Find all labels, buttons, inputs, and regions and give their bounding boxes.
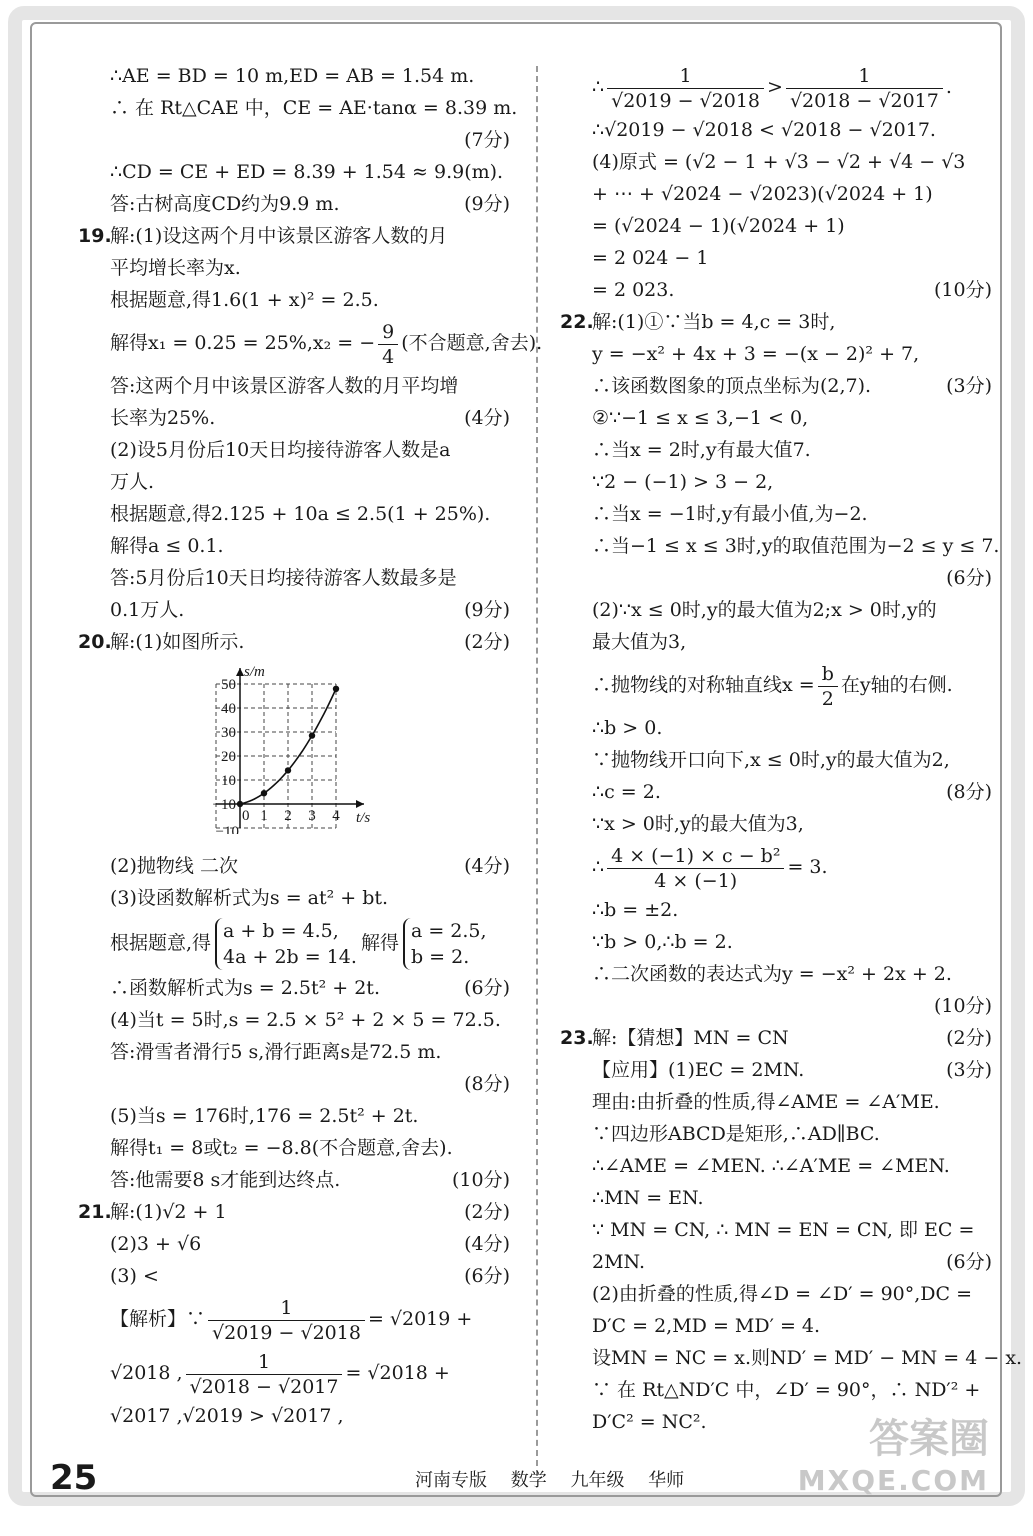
x-axis-arrow: [356, 800, 364, 808]
text-line: ∴MN = EN.: [592, 1187, 704, 1209]
score: (10分): [933, 279, 992, 301]
score: (2分): [464, 1201, 510, 1223]
math-line: 【解析】∵ $\frac{1}{√2019 - √2018}$ = √2019 +: [110, 1296, 473, 1344]
text-line: 解:(1)√2 + 1: [110, 1201, 227, 1223]
text-line: 解:(1)①∵当b = 4,c = 3时,: [592, 311, 836, 333]
text-line: y = −x² + 4x + 3 = −(x − 2)² + 7,: [592, 343, 920, 365]
text-line: ∴∠AME = ∠MEN. ∴∠A′ME = ∠MEN.: [592, 1155, 950, 1177]
text-line: 长率为25%.: [110, 407, 216, 429]
origin-label: 0: [242, 808, 250, 824]
text-line: 答:滑雪者滑行5 s,滑行距离s是72.5 m.: [110, 1041, 442, 1063]
text-line: (2)抛物线 二次: [110, 855, 238, 877]
y-tick-label: 10: [221, 773, 236, 789]
score: (10分): [933, 995, 992, 1017]
text-line: ∴函数解析式为s = 2.5t² + 2t.: [110, 977, 380, 999]
score: (8分): [946, 781, 992, 803]
text-line: ∴c = 2.: [592, 781, 661, 803]
data-point: [333, 686, 339, 692]
text-line: 根据题意,得2.125 + 10a ≤ 2.5(1 + 25%).: [110, 503, 491, 525]
text-line: ∴ 在 Rt△CAE 中，CE = AE·tanα = 8.39 m.: [110, 97, 518, 119]
text-line: ∴该函数图象的顶点坐标为(2,7).: [592, 375, 872, 397]
equation-system: a + b = 4.5, 4a + 2b = 14.: [215, 918, 357, 970]
text-line: (2)3 + √6: [110, 1233, 202, 1255]
text-line: 答:他需要8 s才能到达终点.: [110, 1169, 341, 1191]
score: (2分): [464, 631, 510, 653]
fraction: $\frac{1}{√2018 - √2017}$: [186, 1350, 343, 1399]
question-number: 21.: [78, 1201, 112, 1223]
y-tick-label: 50: [221, 677, 236, 693]
fraction: $\frac{\text{4 × (−1) × c − b²}}{4 \times (-1)}$: [607, 844, 784, 893]
text-line: (2)设5月份后10天日均接待游客人数是a: [110, 439, 451, 461]
fraction: $\frac{1}{√2018 - √2017}$: [786, 64, 943, 113]
score: (7分): [464, 129, 510, 151]
score: (6分): [464, 1265, 510, 1287]
y-axis-label: s/m: [244, 664, 265, 680]
x-tick-label: 2: [284, 808, 292, 824]
y-tick-label: 20: [221, 749, 236, 765]
text-line: 答:这两个月中该景区游客人数的月平均增: [110, 375, 459, 397]
text-line: ∵四边形ABCD是矩形,∴AD∥BC.: [592, 1123, 880, 1145]
x-axis-label: t/s: [356, 810, 371, 826]
text-line: ∴CD = CE + ED = 8.39 + 1.54 ≈ 9.9(m).: [110, 161, 504, 183]
math-line: 解得x₁ = 0.25 = 25%,x₂ = − $\frac{9}{4}$ (不合题意,舍去).: [110, 320, 543, 368]
question-number: 20.: [78, 631, 112, 653]
text-line: ∵2 − (−1) > 3 − 2,: [592, 471, 774, 493]
data-point: [285, 767, 291, 773]
text-line: 平均增长率为x.: [110, 257, 241, 279]
text-line: D′C² = NC².: [592, 1411, 707, 1433]
text-line: 万人.: [110, 471, 155, 493]
text-line: ∵b > 0,∴b = 2.: [592, 931, 733, 953]
page-number: 25: [50, 1458, 98, 1498]
text-line: 设MN = NC = x.则ND′ = MD′ − MN = 4 − x.: [592, 1347, 1023, 1369]
score: (9分): [464, 193, 510, 215]
fraction: $\frac{1}{√2019 - √2018}$: [208, 1296, 365, 1345]
score: (2分): [946, 1027, 992, 1049]
score: (6分): [946, 567, 992, 589]
score: (4分): [464, 407, 510, 429]
text-line: ∴当x = 2时,y有最大值7.: [592, 439, 811, 461]
text-line: ∵x > 0时,y的最大值为3,: [592, 813, 804, 835]
math-line: ∴ $\frac{1}{√2019 - √2018}$ > $\frac{1}{√2018 - √2017}$ .: [592, 64, 952, 112]
x-tick-label: 4: [332, 808, 340, 824]
footer-text: 河南专版 数学 九年级 华师: [415, 1470, 685, 1491]
data-point: [309, 732, 315, 738]
text-line: + ⋯ + √2024 − √2023)(√2024 + 1): [592, 183, 933, 205]
text-line: = 2 024 − 1: [592, 247, 709, 269]
score: (10分): [451, 1169, 510, 1191]
x-tick-label: 1: [260, 808, 268, 824]
fraction: $\frac{1}{√2019 - √2018}$: [607, 64, 764, 113]
data-point: [237, 801, 243, 807]
text-line: = (√2024 − 1)(√2024 + 1): [592, 215, 845, 237]
math-line: ∴抛物线的对称轴直线x = $\frac{b}{2}$ 在y轴的右侧.: [592, 662, 953, 710]
score: (3分): [946, 375, 992, 397]
y-tick-label: 40: [221, 701, 236, 717]
score: (4分): [464, 1233, 510, 1255]
text-line: ∵ MN = CN, ∴ MN = EN = CN, 即 EC =: [592, 1219, 975, 1241]
y-tick-label: −10: [215, 824, 239, 834]
y-axis-arrow: [236, 668, 244, 676]
text-line: ∵抛物线开口向下,x ≤ 0时,y的最大值为2,: [592, 749, 950, 771]
text-line: 解得a ≤ 0.1.: [110, 535, 224, 557]
score: (4分): [464, 855, 510, 877]
text-line: (3) <: [110, 1265, 159, 1287]
text-line: ∴b = ±2.: [592, 899, 679, 921]
score: (6分): [946, 1251, 992, 1273]
text-line: (2)∵x ≤ 0时,y的最大值为2;x > 0时,y的: [592, 599, 937, 621]
text-line: ∴√2019 − √2018 < √2018 − √2017.: [592, 119, 936, 141]
origin-x-label: −10: [212, 797, 236, 813]
data-point: [261, 790, 267, 796]
question-number: 23.: [560, 1027, 594, 1049]
text-line: 解:(1)设这两个月中该景区游客人数的月: [110, 225, 448, 247]
text-line: (4)当t = 5时,s = 2.5 × 5² + 2 × 5 = 72.5.: [110, 1009, 501, 1031]
text-line: 理由:由折叠的性质,得∠AME = ∠A′ME.: [592, 1091, 940, 1113]
fraction: $\frac{9}{4}$: [378, 320, 398, 369]
text-line: ∵ 在 Rt△ND′C 中，∠D′ = 90°，∴ ND′² +: [592, 1379, 981, 1401]
text-line: 解:(1)如图所示.: [110, 631, 245, 653]
text-line: ∴当−1 ≤ x ≤ 3时,y的取值范围为−2 ≤ y ≤ 7.: [592, 535, 1000, 557]
question-number: 19.: [78, 225, 112, 247]
score: (8分): [464, 1073, 510, 1095]
watermark-logo: 答案圈 MXQE.COM: [797, 1416, 989, 1497]
solution-system: a = 2.5, b = 2.: [403, 918, 487, 970]
text-line: (2)由折叠的性质,得∠D = ∠D′ = 90°,DC =: [592, 1283, 973, 1305]
text-line: 2MN.: [592, 1251, 645, 1273]
text-line: √2017 ,√2019 > √2017 ,: [110, 1405, 344, 1427]
text-line: (4)原式 = (√2 − 1 + √3 − √2 + √4 − √3: [592, 151, 966, 173]
text-line: 【应用】(1)EC = 2MN.: [592, 1059, 805, 1081]
text-line: 最大值为3,: [592, 631, 687, 653]
y-tick-label: 30: [221, 725, 236, 741]
text-line: 答:5月份后10天日均接待游客人数最多是: [110, 567, 457, 589]
chart-container: [198, 664, 510, 844]
text-line: ∴b > 0.: [592, 717, 663, 739]
math-line: 根据题意,得 a + b = 4.5, 4a + 2b = 14. 解得 a = 2.5, b = 2.: [110, 920, 487, 968]
left-column: [78, 60, 543, 1432]
text-line: 答:古树高度CD约为9.9 m.: [110, 193, 340, 215]
text-line: D′C = 2,MD = MD′ = 4.: [592, 1315, 821, 1337]
column-divider: [536, 66, 538, 1476]
x-tick-label: 3: [308, 808, 316, 824]
text-line: 解:【猜想】MN = CN: [592, 1027, 789, 1049]
text-line: (5)当s = 176时,176 = 2.5t² + 2t.: [110, 1105, 419, 1127]
score: (6分): [464, 977, 510, 999]
math-line: √2018 , $\frac{1}{√2018 - √2017}$ = √2018 +: [110, 1350, 450, 1398]
right-column: [560, 60, 1023, 1438]
text-line: 解得t₁ = 8或t₂ = −8.8(不合题意,舍去).: [110, 1137, 453, 1159]
text-line: ∴AE = BD = 10 m,ED = AB = 1.54 m.: [110, 65, 475, 87]
math-line: ∴ $\frac{\text{4 × (−1) × c − b²}}{4 \times (-1)}$ = 3.: [592, 844, 828, 892]
question-number: 22.: [560, 311, 594, 333]
text-line: ∴当x = −1时,y有最小值,为−2.: [592, 503, 868, 525]
text-line: = 2 023.: [592, 279, 675, 301]
text-line: 根据题意,得1.6(1 + x)² = 2.5.: [110, 289, 379, 311]
fraction: $\frac{b}{2}$: [818, 662, 838, 711]
text-line: (3)设函数解析式为s = at² + bt.: [110, 887, 389, 909]
score: (3分): [946, 1059, 992, 1081]
text-line: 0.1万人.: [110, 599, 185, 621]
score: (9分): [464, 599, 510, 621]
text-line: ②∵−1 ≤ x ≤ 3,−1 < 0,: [592, 407, 809, 429]
text-line: ∴二次函数的表达式为y = −x² + 2x + 2.: [592, 963, 952, 985]
distance-time-chart: [198, 664, 398, 834]
